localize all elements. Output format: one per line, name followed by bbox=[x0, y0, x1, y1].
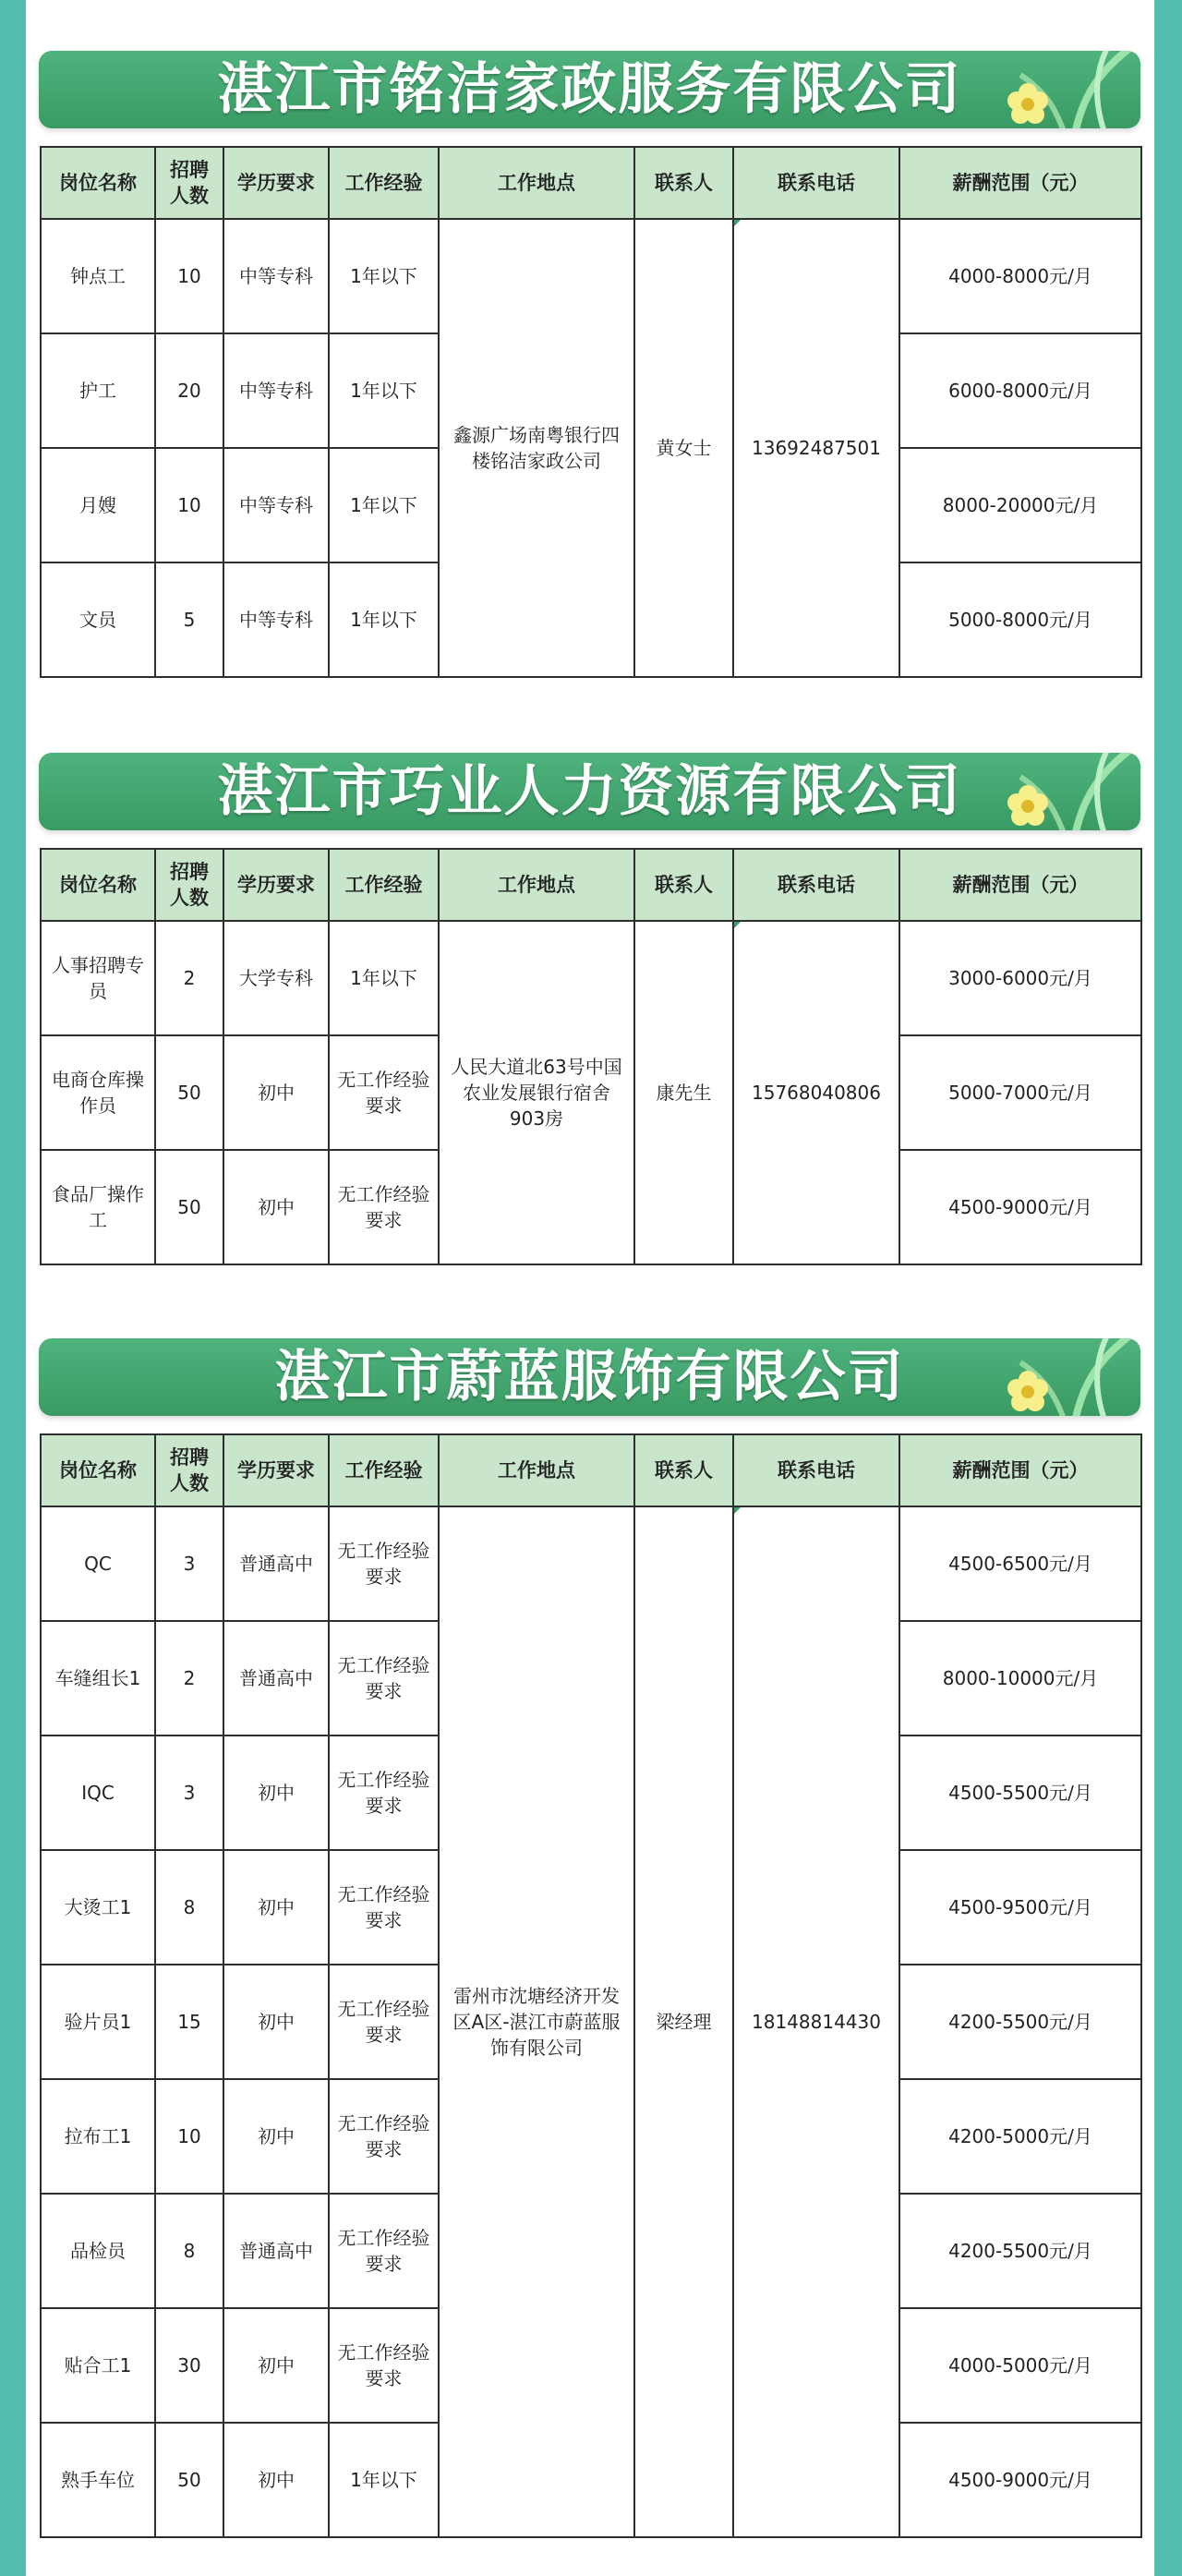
job-salary: 4500-6500元/月 bbox=[899, 1506, 1141, 1621]
job-salary: 8000-10000元/月 bbox=[899, 1621, 1141, 1735]
job-experience: 无工作经验要求 bbox=[329, 2308, 439, 2423]
job-education: 普通高中 bbox=[223, 1506, 329, 1621]
company-banner-mingjie bbox=[39, 51, 1140, 128]
job-title: IQC bbox=[41, 1735, 155, 1850]
leaf-flower-icon bbox=[993, 753, 1131, 830]
jobs-table-mingjie bbox=[40, 146, 1142, 678]
job-title: 拉布工1 bbox=[41, 2079, 155, 2194]
leaf-flower-icon bbox=[993, 51, 1131, 128]
company-name: 湛江市蔚蓝服饰有限公司 bbox=[274, 1345, 905, 1409]
table-header-row bbox=[41, 1434, 1141, 1506]
job-count: 10 bbox=[155, 2079, 223, 2194]
job-experience: 无工作经验要求 bbox=[329, 1735, 439, 1850]
job-title: 贴合工1 bbox=[41, 2308, 155, 2423]
job-salary: 5000-7000元/月 bbox=[899, 1035, 1141, 1150]
job-salary: 5000-8000元/月 bbox=[899, 562, 1141, 677]
job-salary: 3000-6000元/月 bbox=[899, 921, 1141, 1035]
job-education: 初中 bbox=[223, 1150, 329, 1264]
contact-phone: 15768040806 bbox=[733, 921, 899, 1264]
contact-phone: 18148814430 bbox=[733, 1506, 899, 2537]
job-experience: 无工作经验要求 bbox=[329, 2194, 439, 2308]
job-count: 5 bbox=[155, 562, 223, 677]
job-title: 月嫂 bbox=[41, 448, 155, 562]
job-count: 30 bbox=[155, 2308, 223, 2423]
header-contact: 联系人 bbox=[634, 849, 733, 921]
work-location: 人民大道北63号中国农业发展银行宿舍903房 bbox=[439, 921, 634, 1264]
job-count: 20 bbox=[155, 333, 223, 448]
job-salary: 4500-5500元/月 bbox=[899, 1735, 1141, 1850]
job-education: 初中 bbox=[223, 1965, 329, 2079]
header-position: 岗位名称 bbox=[41, 849, 155, 921]
job-education: 初中 bbox=[223, 1850, 329, 1965]
job-salary: 8000-20000元/月 bbox=[899, 448, 1141, 562]
table-row bbox=[41, 921, 1141, 1035]
job-experience: 1年以下 bbox=[329, 2423, 439, 2537]
job-experience: 无工作经验要求 bbox=[329, 1850, 439, 1965]
header-position: 岗位名称 bbox=[41, 147, 155, 219]
job-education: 中等专科 bbox=[223, 562, 329, 677]
header-count: 招聘人数 bbox=[155, 849, 223, 921]
table-row bbox=[41, 219, 1141, 333]
contact-person: 黄女士 bbox=[634, 219, 733, 677]
job-education: 中等专科 bbox=[223, 219, 329, 333]
company-banner-qiaoye bbox=[39, 753, 1140, 830]
job-education: 普通高中 bbox=[223, 2194, 329, 2308]
header-location: 工作地点 bbox=[439, 1434, 634, 1506]
header-salary: 薪酬范围（元） bbox=[899, 849, 1141, 921]
header-education: 学历要求 bbox=[223, 849, 329, 921]
job-count: 50 bbox=[155, 1150, 223, 1264]
job-title: 品检员 bbox=[41, 2194, 155, 2308]
job-salary: 4500-9500元/月 bbox=[899, 1850, 1141, 1965]
job-title: 文员 bbox=[41, 562, 155, 677]
header-experience: 工作经验 bbox=[329, 849, 439, 921]
jobs-table-qiaoye bbox=[40, 848, 1142, 1265]
header-position: 岗位名称 bbox=[41, 1434, 155, 1506]
job-count: 8 bbox=[155, 1850, 223, 1965]
header-count: 招聘人数 bbox=[155, 1434, 223, 1506]
job-salary: 6000-8000元/月 bbox=[899, 333, 1141, 448]
job-title: 钟点工 bbox=[41, 219, 155, 333]
work-location: 鑫源广场南粤银行四楼铭洁家政公司 bbox=[439, 219, 634, 677]
header-education: 学历要求 bbox=[223, 147, 329, 219]
job-education: 初中 bbox=[223, 2423, 329, 2537]
table-header-row bbox=[41, 849, 1141, 921]
header-count: 招聘人数 bbox=[155, 147, 223, 219]
job-salary: 4200-5500元/月 bbox=[899, 1965, 1141, 2079]
job-education: 中等专科 bbox=[223, 448, 329, 562]
job-education: 普通高中 bbox=[223, 1621, 329, 1735]
job-salary: 4200-5000元/月 bbox=[899, 2079, 1141, 2194]
job-title: 大烫工1 bbox=[41, 1850, 155, 1965]
job-count: 50 bbox=[155, 1035, 223, 1150]
contact-phone: 13692487501 bbox=[733, 219, 899, 677]
header-phone: 联系电话 bbox=[733, 849, 899, 921]
job-count: 10 bbox=[155, 448, 223, 562]
side-band-left bbox=[0, 0, 26, 2576]
job-education: 初中 bbox=[223, 2308, 329, 2423]
job-education: 初中 bbox=[223, 2079, 329, 2194]
header-location: 工作地点 bbox=[439, 147, 634, 219]
header-experience: 工作经验 bbox=[329, 1434, 439, 1506]
job-count: 8 bbox=[155, 2194, 223, 2308]
job-experience: 1年以下 bbox=[329, 562, 439, 677]
header-contact: 联系人 bbox=[634, 1434, 733, 1506]
header-phone: 联系电话 bbox=[733, 1434, 899, 1506]
job-experience: 1年以下 bbox=[329, 333, 439, 448]
job-title: QC bbox=[41, 1506, 155, 1621]
job-count: 50 bbox=[155, 2423, 223, 2537]
leaf-flower-icon bbox=[993, 1338, 1131, 1416]
job-salary: 4000-8000元/月 bbox=[899, 219, 1141, 333]
job-experience: 无工作经验要求 bbox=[329, 1621, 439, 1735]
job-salary: 4000-5000元/月 bbox=[899, 2308, 1141, 2423]
job-title: 食品厂操作工 bbox=[41, 1150, 155, 1264]
company-name: 湛江市巧业人力资源有限公司 bbox=[217, 759, 962, 824]
header-phone: 联系电话 bbox=[733, 147, 899, 219]
job-count: 10 bbox=[155, 219, 223, 333]
company-name: 湛江市铭洁家政服务有限公司 bbox=[217, 57, 962, 122]
table-header-row bbox=[41, 147, 1141, 219]
job-experience: 1年以下 bbox=[329, 921, 439, 1035]
header-salary: 薪酬范围（元） bbox=[899, 1434, 1141, 1506]
job-count: 15 bbox=[155, 1965, 223, 2079]
job-title: 熟手车位 bbox=[41, 2423, 155, 2537]
job-title: 车缝组长1 bbox=[41, 1621, 155, 1735]
side-band-right bbox=[1154, 0, 1182, 2576]
job-salary: 4500-9000元/月 bbox=[899, 2423, 1141, 2537]
job-experience: 1年以下 bbox=[329, 219, 439, 333]
header-contact: 联系人 bbox=[634, 147, 733, 219]
job-title: 人事招聘专员 bbox=[41, 921, 155, 1035]
job-experience: 无工作经验要求 bbox=[329, 1035, 439, 1150]
job-education: 大学专科 bbox=[223, 921, 329, 1035]
job-education: 初中 bbox=[223, 1735, 329, 1850]
jobs-table-weilan bbox=[40, 1433, 1142, 2538]
job-count: 3 bbox=[155, 1735, 223, 1850]
table-row bbox=[41, 1506, 1141, 1621]
job-education: 初中 bbox=[223, 1035, 329, 1150]
header-education: 学历要求 bbox=[223, 1434, 329, 1506]
job-experience: 无工作经验要求 bbox=[329, 1150, 439, 1264]
job-count: 2 bbox=[155, 1621, 223, 1735]
header-experience: 工作经验 bbox=[329, 147, 439, 219]
contact-person: 梁经理 bbox=[634, 1506, 733, 2537]
header-location: 工作地点 bbox=[439, 849, 634, 921]
job-count: 3 bbox=[155, 1506, 223, 1621]
job-title: 电商仓库操作员 bbox=[41, 1035, 155, 1150]
job-salary: 4200-5500元/月 bbox=[899, 2194, 1141, 2308]
job-experience: 无工作经验要求 bbox=[329, 2079, 439, 2194]
job-count: 2 bbox=[155, 921, 223, 1035]
job-experience: 无工作经验要求 bbox=[329, 1965, 439, 2079]
job-title: 验片员1 bbox=[41, 1965, 155, 2079]
contact-person: 康先生 bbox=[634, 921, 733, 1264]
job-experience: 1年以下 bbox=[329, 448, 439, 562]
header-salary: 薪酬范围（元） bbox=[899, 147, 1141, 219]
job-title: 护工 bbox=[41, 333, 155, 448]
work-location: 雷州市沈塘经济开发区A区-湛江市蔚蓝服饰有限公司 bbox=[439, 1506, 634, 2537]
company-banner-weilan bbox=[39, 1338, 1140, 1416]
job-experience: 无工作经验要求 bbox=[329, 1506, 439, 1621]
job-education: 中等专科 bbox=[223, 333, 329, 448]
job-salary: 4500-9000元/月 bbox=[899, 1150, 1141, 1264]
